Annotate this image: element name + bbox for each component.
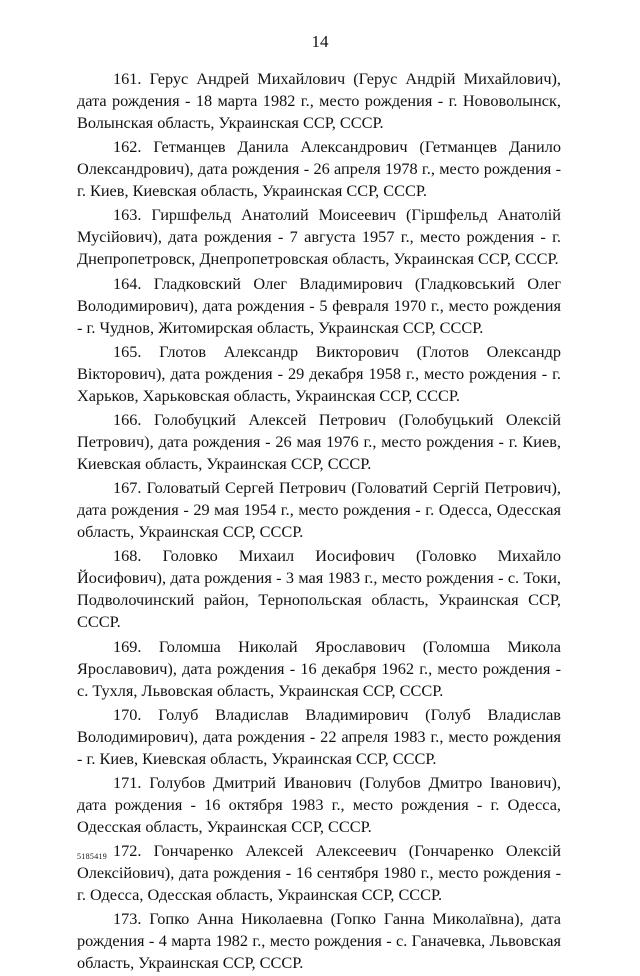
list-item-173: 173. Гопко Анна Николаевна (Гопко Ганна Миколаївна), дата рождения - 4 марта 1982 г., место рождения - с. Ганачевка, Львовская область, Украинская ССР, СССР. bbox=[77, 909, 561, 973]
entry-list bbox=[77, 68, 561, 976]
list-item-162: 162. Гетманцев Данила Александрович (Гетманцев Данило Олександрович), дата рождения - 26 апреля 1978 г., место рождения - г. Киев, Киевская область, Украинская ССР, СССР. bbox=[77, 137, 561, 201]
document-id: 5185419 bbox=[77, 852, 108, 861]
list-item-164: 164. Гладковский Олег Владимирович (Гладковський Олег Володимирович), дата рождения - 5 февраля 1970 г., место рождения - г. Чуднов, Житомирская область, Украинская ССР, СССР. bbox=[77, 273, 561, 337]
list-item-171: 171. Голубов Дмитрий Иванович (Голубов Дмитро Іванович), дата рождения - 16 октября 1983 г., место рождения - г. Одесса, Одесская область, Украинская ССР, СССР. bbox=[77, 772, 561, 836]
list-item-161: 161. Герус Андрей Михайлович (Герус Андрій Михайлович), дата рождения - 18 марта 1982 г., место рождения - г. Нововолынск, Волынская область, Украинская ССР, СССР. bbox=[77, 69, 561, 132]
list-item-165: 165. Глотов Александр Викторович (Глотов Олександр Вікторович), дата рождения - 29 декабря 1958 г., место рождения - г. Харьков, Харьковская область, Украинская ССР, СССР. bbox=[77, 341, 561, 405]
list-item-163: 163. Гиршфельд Анатолий Моисеевич (Гіршфельд Анатолій Мусійович), дата рождения - 7 августа 1957 г., место рождения - г. Днепропетровск, Днепропетровская область, Украинская ССР, СССР. bbox=[77, 205, 561, 269]
list-item-170: 170. Голуб Владислав Владимирович (Голуб Владислав Володимирович), дата рождения - 22 апреля 1983 г., место рождения - г. Киев, Киевская область, Украинская ССР, СССР. bbox=[77, 704, 561, 768]
list-item-169: 169. Голомша Николай Ярославович (Голомша Микола Ярославович), дата рождения - 16 декабря 1962 г., место рождения - с. Тухля, Львовская область, Украинская ССР, СССР. bbox=[77, 636, 561, 700]
list-item-172: 172. Гончаренко Алексей Алексеевич (Гончаренко Олексій Олексійович), дата рождения - 16 сентября 1980 г., место рождения - г. Одесса, Одесская область, Украинская ССР, СССР. bbox=[77, 841, 561, 905]
list-item-166: 166. Голобуцкий Алексей Петрович (Голобуцький Олексій Петрович), дата рождения - 26 мая 1976 г., место рождения - г. Киев, Киевская область, Украинская ССР, СССР. bbox=[77, 409, 561, 473]
list-item-168: 168. Головко Михаил Иосифович (Головко Михайло Йосифович), дата рождения - 3 мая 1983 г., место рождения - с. Токи, Подволочинский район, Тернопольская область, Украинская ССР, СССР. bbox=[77, 546, 561, 632]
page-number: 14 bbox=[311, 32, 329, 51]
list-item-167: 167. Головатый Сергей Петрович (Головатий Сергій Петрович), дата рождения - 29 мая 1954 г., место рождения - г. Одесса, Одесская область, Украинская ССР, СССР. bbox=[77, 478, 561, 542]
